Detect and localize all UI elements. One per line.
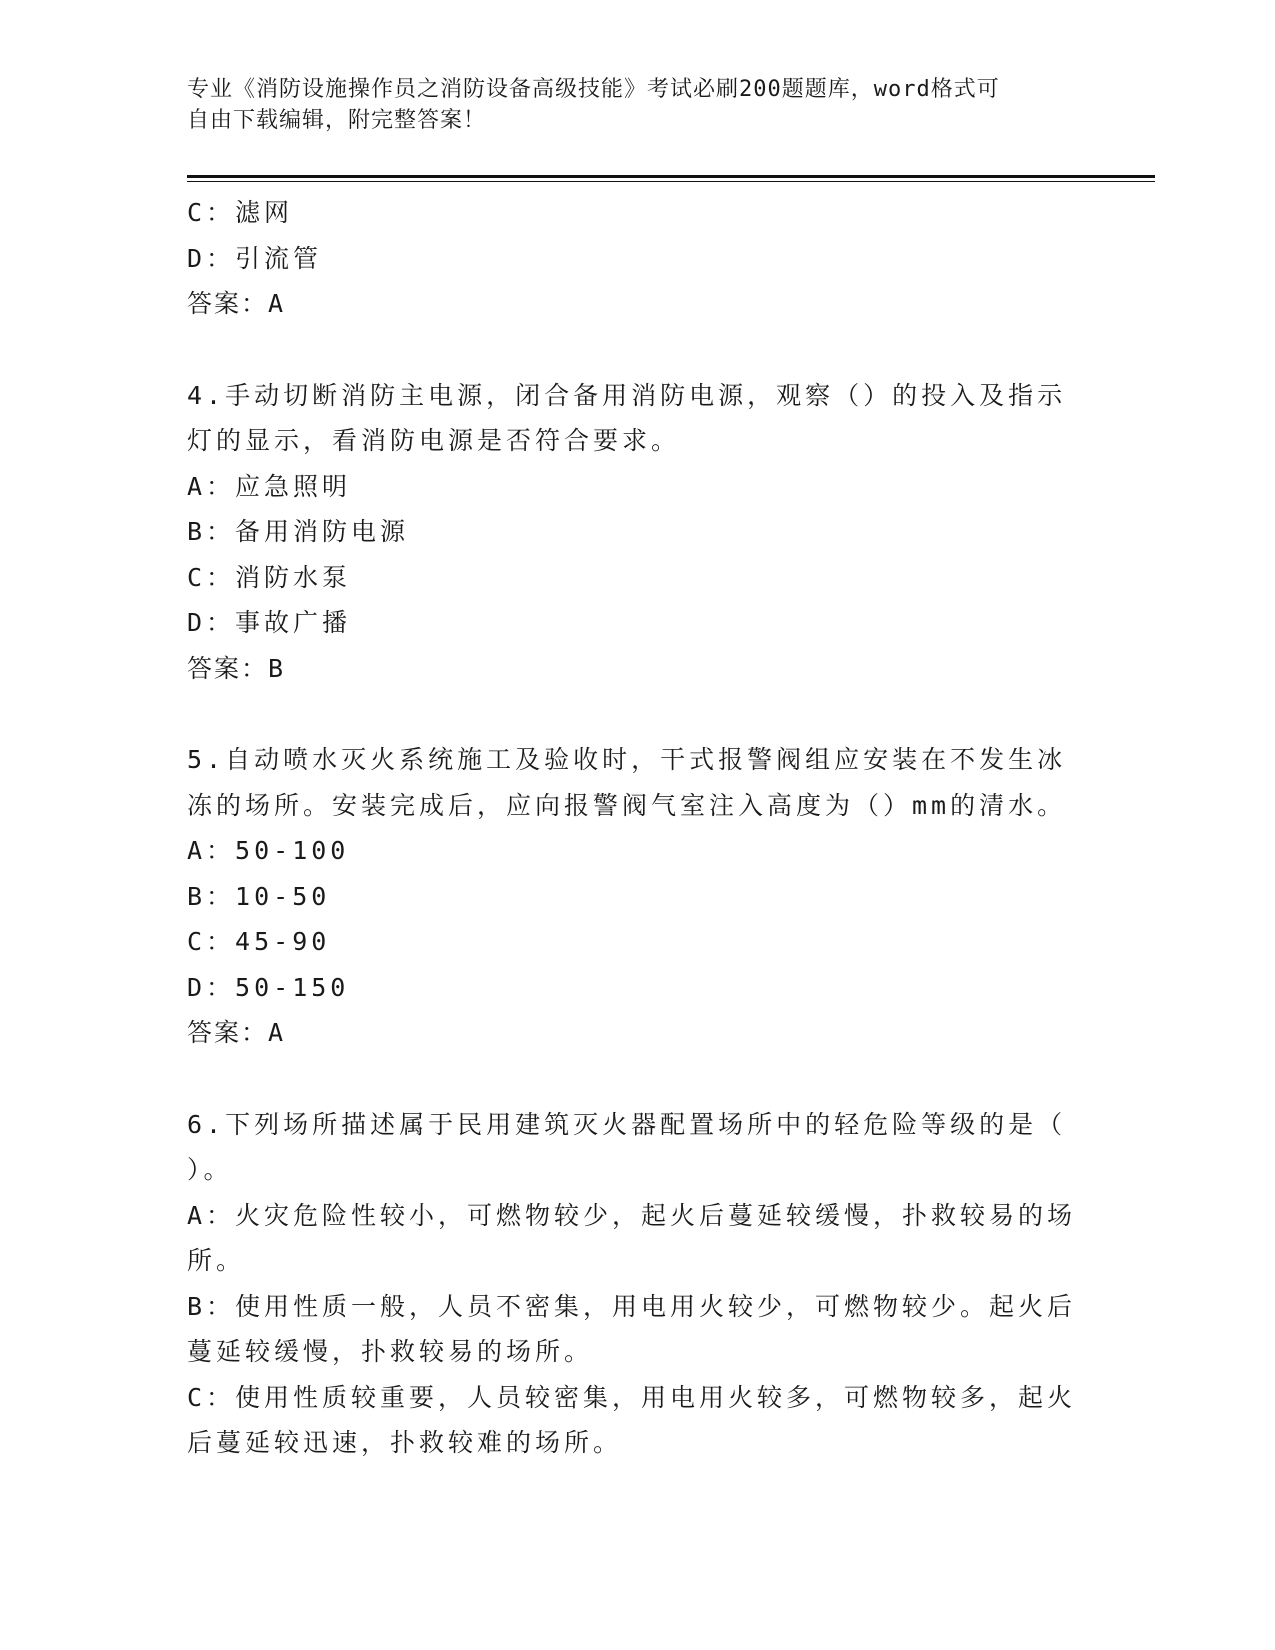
option-d: D：引流管	[187, 243, 323, 273]
option-c: C：消防水泵	[187, 562, 352, 592]
header-divider-thick	[187, 175, 1155, 178]
answer: 答案：B	[187, 653, 286, 683]
answer: 答案：A	[187, 1018, 286, 1047]
question-stem: 5.自动喷水灭火系统施工及验收时，干式报警阀组应安装在不发生冰	[187, 745, 1067, 774]
question-5	[187, 737, 1087, 1056]
option-b: 蔓延较缓慢，扑救较易的场所。	[187, 1337, 594, 1366]
option-a: A：火灾危险性较小，可燃物较少，起火后蔓延较缓慢，扑救较易的场	[187, 1200, 1077, 1230]
spacer	[187, 691, 1087, 737]
option-a: 所。	[187, 1246, 246, 1275]
question-stem: ）。	[187, 1155, 233, 1184]
question-6	[187, 1102, 1087, 1466]
question-4	[187, 373, 1087, 692]
answer: 答案：A	[187, 289, 286, 318]
option-c: C：使用性质较重要，人员较密集，用电用火较多，可燃物较多，起火	[187, 1382, 1077, 1412]
question-stem: 4.手动切断消防主电源，闭合备用消防电源，观察（）的投入及指示	[187, 380, 1067, 410]
option-c: 后蔓延较迅速，扑救较难的场所。	[187, 1428, 623, 1457]
question-3-tail	[187, 190, 1087, 327]
option-c: C：滤网	[187, 198, 294, 227]
option-d: D：50-150	[187, 972, 350, 1002]
option-a: A：50-100	[187, 836, 350, 865]
question-stem: 冻的场所。安装完成后，应向报警阀气室注入高度为（）mm的清水。	[187, 790, 1067, 820]
document-header	[187, 74, 1067, 136]
option-b: B：备用消防电源	[187, 517, 410, 546]
header-line-2: 自由下载编辑，附完整答案！	[187, 108, 487, 133]
option-d: D：事故广播	[187, 608, 352, 637]
option-a: A：应急照明	[187, 471, 352, 501]
question-stem: 灯的显示，看消防电源是否符合要求。	[187, 426, 681, 455]
option-b: B：使用性质一般，人员不密集，用电用火较少，可燃物较少。起火后	[187, 1291, 1077, 1321]
spacer	[187, 1056, 1087, 1102]
header-line-1: 专业《消防设施操作员之消防设备高级技能》考试必刷200题题库，word格式可	[187, 77, 1000, 102]
question-list	[187, 190, 1087, 1466]
header-divider-thin	[187, 181, 1155, 182]
spacer	[187, 327, 1087, 373]
question-stem: 6.下列场所描述属于民用建筑灭火器配置场所中的轻危险等级的是（	[187, 1109, 1067, 1139]
option-b: B：10-50	[187, 881, 331, 911]
option-c: C：45-90	[187, 927, 331, 956]
